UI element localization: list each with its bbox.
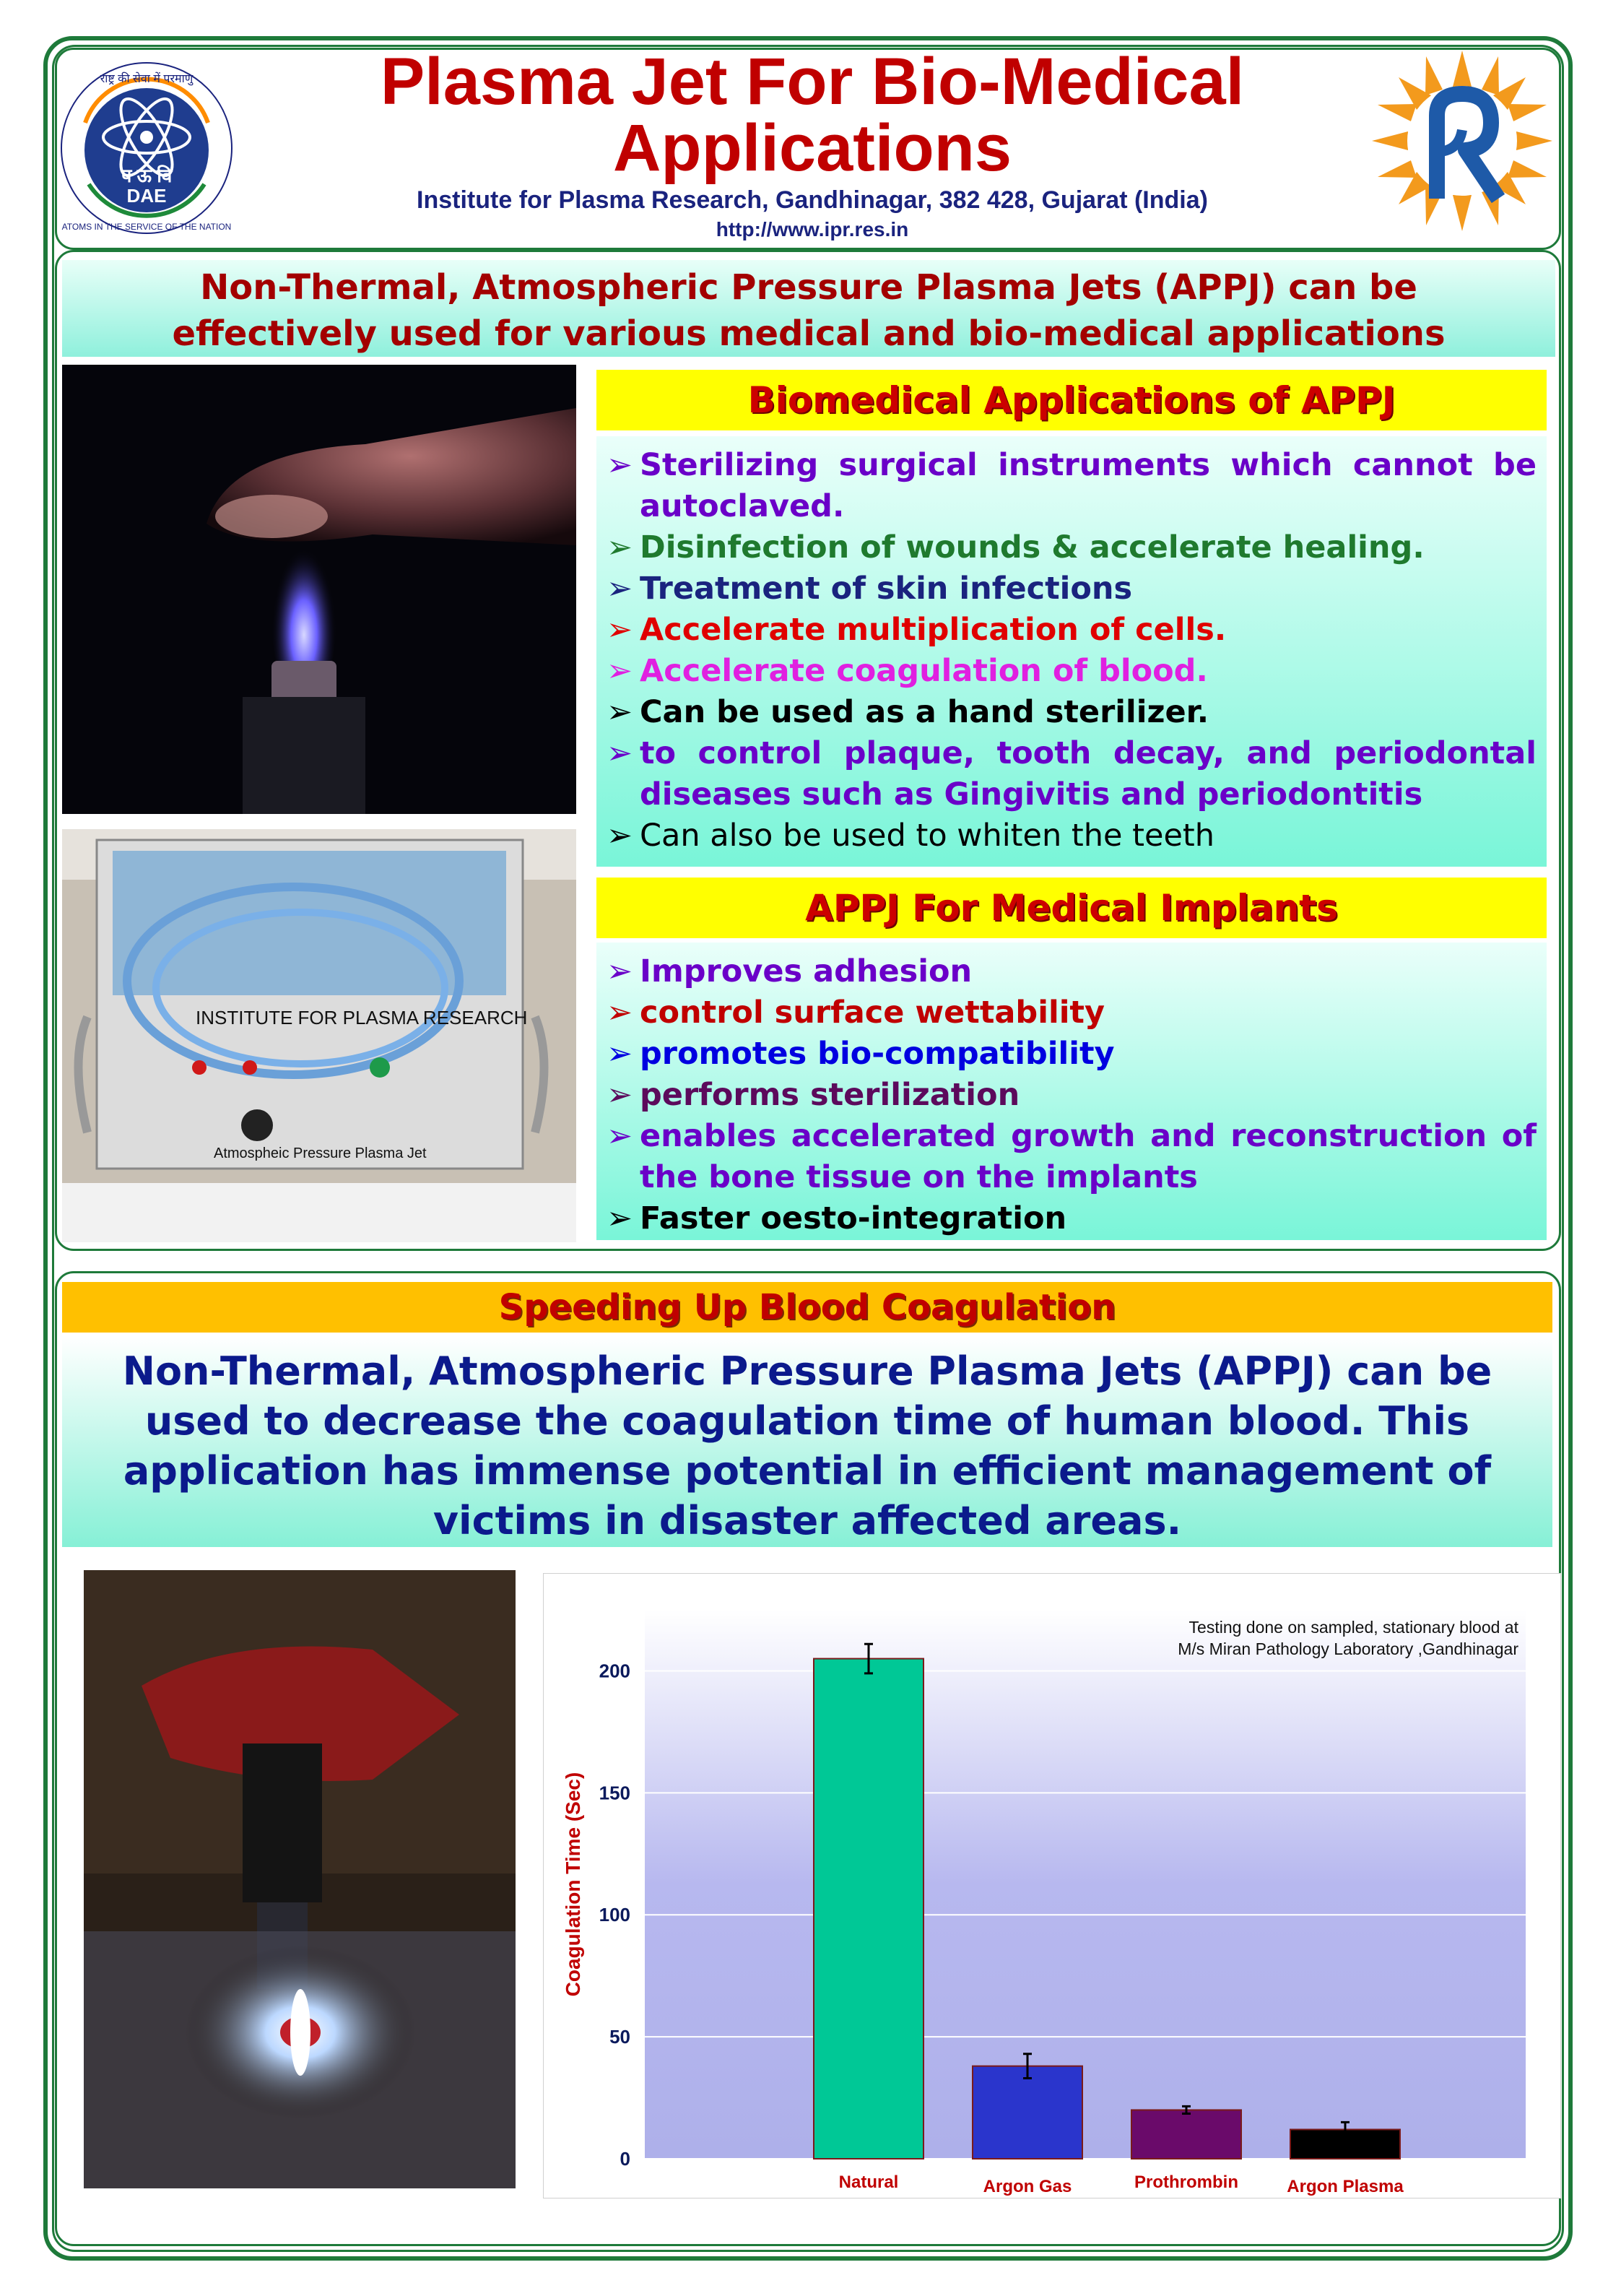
intro-banner-line2: effectively used for various medical and bio-medical applications — [172, 313, 1446, 354]
arrow-bullet-icon: ➢ — [607, 995, 633, 1031]
list-item-text: Accelerate coagulation of blood. — [640, 653, 1208, 689]
plasma-jet-device-photo-icon — [62, 829, 576, 1242]
coagulation-line2: used to decrease the coagulation time of human blood. This — [144, 1398, 1470, 1444]
list-item — [607, 951, 1537, 992]
y-tick-label: 50 — [609, 2026, 630, 2048]
device-label: INSTITUTE FOR PLASMA RESEARCH — [196, 1007, 528, 1028]
list-item — [607, 527, 1537, 568]
list-item-text: promotes bio-compatibility — [640, 1036, 1115, 1072]
list-item — [607, 651, 1537, 692]
list-item-text: Faster oesto-integration — [640, 1200, 1067, 1236]
list-item — [607, 1198, 1537, 1239]
plasma-jet-blood-photo-icon — [84, 1570, 516, 2188]
arrow-bullet-icon: ➢ — [607, 1118, 633, 1154]
page-title: Plasma Jet For Bio-Medical — [380, 45, 1245, 118]
coagulation-heading: Speeding Up Blood Coagulation — [62, 1282, 1552, 1333]
list-item-text: Sterilizing surgical instruments which cannot be autoclaved. — [640, 447, 1537, 524]
list-item — [607, 1116, 1537, 1198]
list-item-text: performs sterilization — [640, 1077, 1020, 1113]
list-item — [607, 610, 1537, 651]
arrow-bullet-icon: ➢ — [607, 612, 633, 648]
chart-y-axis-label: Coagulation Time (Sec) — [562, 1772, 584, 1997]
list-item-text: Can also be used to whiten the teeth — [640, 818, 1215, 854]
list-item-text: to control plaque, tooth decay, and periodontal diseases such as Gingivitis and periodontitis — [640, 735, 1537, 813]
arrow-bullet-icon: ➢ — [607, 653, 633, 689]
list-item-text: enables accelerated growth and reconstruction of the bone tissue on the implants — [640, 1118, 1537, 1195]
list-item — [607, 445, 1537, 527]
coagulation-chart — [543, 1573, 1561, 2198]
dae-logo-top-text: राष्ट्र की सेवा में परमाणु — [100, 73, 194, 85]
arrow-bullet-icon: ➢ — [607, 735, 633, 771]
ipr-sun-logo-icon — [1365, 43, 1560, 238]
list-item-text: Accelerate multiplication of cells. — [640, 612, 1227, 648]
list-item — [607, 733, 1537, 815]
biomedical-heading: Biomedical Applications of APPJ — [596, 370, 1547, 430]
arrow-bullet-icon: ➢ — [607, 529, 633, 566]
implants-heading: APPJ For Medical Implants — [596, 878, 1547, 938]
arrow-bullet-icon: ➢ — [607, 1036, 633, 1072]
x-category-label: Natural — [838, 2172, 899, 2192]
coagulation-line4: victims in disaster affected areas. — [433, 1498, 1182, 1543]
biomedical-list — [596, 436, 1547, 867]
y-tick-label: 200 — [599, 1660, 630, 1682]
list-item — [607, 692, 1537, 733]
bar-prothrombin — [1131, 2110, 1241, 2159]
y-tick-label: 0 — [620, 2148, 630, 2170]
device-caption: Atmospheic Pressure Plasma Jet — [214, 1145, 427, 1161]
page-title-line2: Applications — [612, 111, 1012, 185]
intro-banner-line1: Non-Thermal, Atmospheric Pressure Plasma Jets (APPJ) can be — [200, 267, 1417, 308]
plasma-jet-finger-photo-icon — [62, 365, 576, 814]
list-item — [607, 992, 1537, 1034]
coagulation-chart-svg — [544, 1574, 1560, 2198]
chart-note-line2: M/s Miran Pathology Laboratory ,Gandhinagar — [1178, 1639, 1518, 1658]
list-item-text: Disinfection of wounds & accelerate healing. — [640, 529, 1425, 566]
list-item — [607, 1034, 1537, 1075]
coagulation-line3: application has immense potential in efficient management of — [123, 1448, 1492, 1494]
bar-argon-gas — [973, 2066, 1082, 2159]
institute-address: Institute for Plasma Research, Gandhinagar, 382 428, Gujarat (India) — [417, 186, 1208, 214]
y-tick-label: 150 — [599, 1782, 630, 1804]
arrow-bullet-icon: ➢ — [607, 1077, 633, 1113]
intro-banner — [62, 260, 1555, 357]
x-category-label: Argon Gas — [983, 2177, 1072, 2196]
dae-logo-abbr: DAE — [126, 185, 167, 207]
list-item — [607, 815, 1537, 857]
dae-logo-hindi: प ऊ वि — [121, 165, 173, 186]
coagulation-line1: Non-Thermal, Atmospheric Pressure Plasma Jets (APPJ) can be — [122, 1348, 1492, 1394]
implants-list — [596, 943, 1547, 1240]
website-link[interactable]: http://www.ipr.res.in — [716, 218, 909, 241]
x-category-label: Argon Plasma — [1287, 2177, 1404, 2196]
arrow-bullet-icon: ➢ — [607, 694, 633, 730]
x-category-label: Prothrombin — [1134, 2172, 1238, 2192]
list-item — [607, 568, 1537, 610]
plot-area — [645, 1610, 1526, 2159]
list-item-text: control surface wettability — [640, 995, 1105, 1031]
arrow-bullet-icon: ➢ — [607, 818, 633, 854]
chart-note-line1: Testing done on sampled, stationary blood at — [1188, 1618, 1518, 1637]
arrow-bullet-icon: ➢ — [607, 571, 633, 607]
list-item-text: Treatment of skin infections — [640, 571, 1133, 607]
arrow-bullet-icon: ➢ — [607, 447, 633, 483]
arrow-bullet-icon: ➢ — [607, 953, 633, 989]
list-item-text: Improves adhesion — [640, 953, 973, 989]
bar-natural — [814, 1659, 924, 2159]
arrow-bullet-icon: ➢ — [607, 1200, 633, 1236]
coagulation-banner — [62, 1336, 1552, 1547]
list-item — [607, 1075, 1537, 1116]
list-item-text: Can be used as a hand sterilizer. — [640, 694, 1209, 730]
y-tick-label: 100 — [599, 1904, 630, 1926]
dae-logo-bottom-text: ATOMS IN THE SERVICE OF THE NATION — [61, 222, 232, 232]
dae-atom-logo-icon — [56, 58, 237, 238]
